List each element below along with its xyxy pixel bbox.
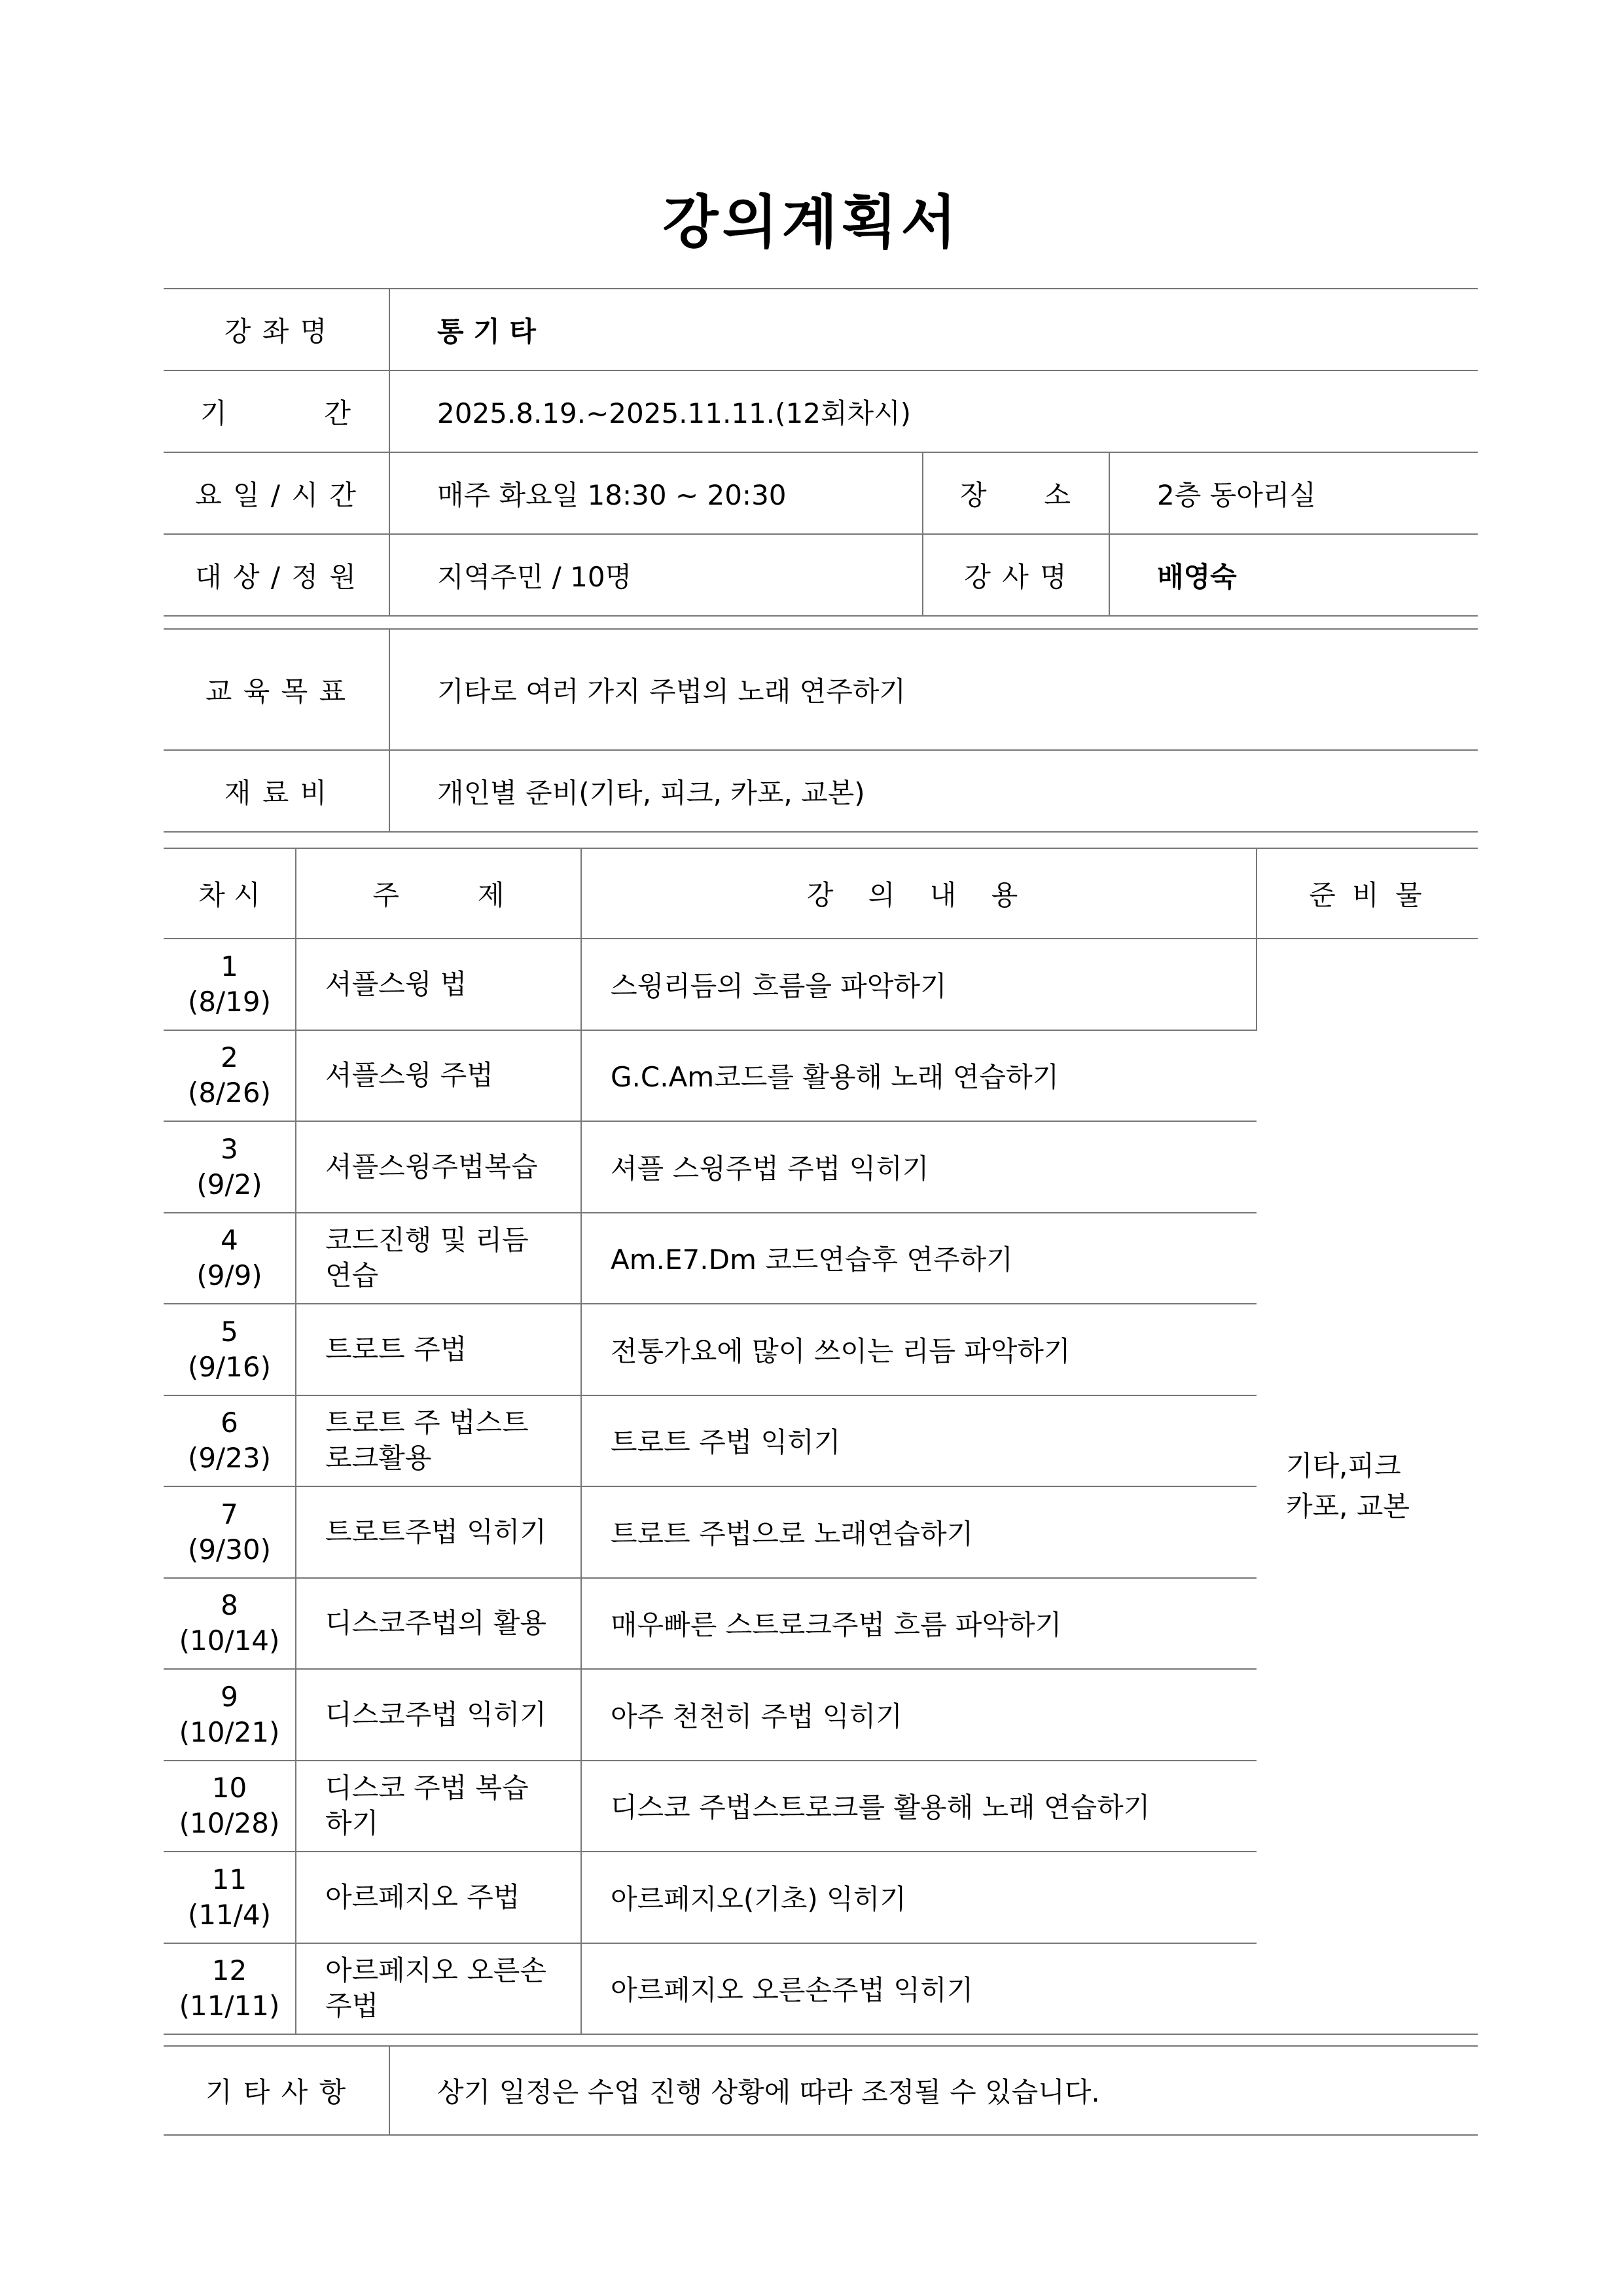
session-number: 12	[211, 1954, 247, 1987]
topic-cell: 셔플스윙 주법	[296, 1030, 581, 1122]
session-number: 10	[211, 1772, 247, 1804]
place-value: 2층 동아리실	[1109, 452, 1478, 534]
period-row	[164, 370, 1478, 452]
time-value: 매주 화요일 18:30 ~ 20:30	[389, 452, 923, 534]
goal-label: 교 육 목 표	[164, 629, 389, 750]
material-value: 개인별 준비(기타, 피크, 카포, 교본)	[389, 750, 1478, 832]
session-cell	[164, 1761, 296, 1852]
session-date: (8/26)	[187, 1077, 272, 1109]
topic-cell: 디스코주법 익히기	[296, 1669, 581, 1761]
session-cell	[164, 1213, 296, 1304]
period-label-char-1: 기	[200, 397, 228, 429]
content-cell: 매우빠른 스트로크주법 흐름 파악하기	[581, 1578, 1257, 1670]
target-instructor-row	[164, 534, 1478, 616]
session-number: 9	[221, 1680, 238, 1713]
period-label	[164, 370, 389, 452]
content-cell: 아주 천천히 주법 익히기	[581, 1669, 1257, 1761]
notes-value: 상기 일정은 수업 진행 상황에 따라 조정될 수 있습니다.	[389, 2046, 1478, 2135]
content-cell: 셔플 스윙주법 주법 익히기	[581, 1121, 1257, 1213]
session-date: (10/21)	[179, 1715, 280, 1748]
topic-cell: 셔플스윙 법	[296, 939, 581, 1030]
schedule-table	[164, 848, 1478, 2035]
session-number: 1	[221, 950, 238, 982]
session-cell	[164, 939, 296, 1030]
session-cell	[164, 1669, 296, 1761]
material-row	[164, 750, 1478, 832]
course-name-value: 통 기 타	[389, 289, 1478, 370]
session-number: 4	[221, 1224, 238, 1257]
topic-cell: 셔플스윙주법복습	[296, 1121, 581, 1213]
content-cell: 스윙리듬의 흐름을 파악하기	[581, 939, 1257, 1030]
prep-line-2: 카포, 교본	[1286, 1490, 1410, 1522]
session-number: 6	[221, 1407, 238, 1439]
content-cell: 전통가요에 많이 쓰이는 리듬 파악하기	[581, 1304, 1257, 1395]
session-cell	[164, 1852, 296, 1943]
goal-row	[164, 629, 1478, 750]
period-label-text	[164, 392, 389, 431]
session-date: (11/11)	[179, 1990, 280, 2022]
session-cell	[164, 1030, 296, 1122]
notes-row	[164, 2046, 1478, 2135]
period-label-char-2: 간	[324, 397, 352, 429]
course-name-row	[164, 289, 1478, 370]
target-label: 대 상 / 정 원	[164, 534, 389, 616]
content-cell: 트로트 주법 익히기	[581, 1395, 1257, 1487]
topic-cell: 디스코주법의 활용	[296, 1578, 581, 1670]
schedule-row-1	[164, 939, 1478, 1030]
prep-cell	[1257, 939, 1478, 2034]
topic-cell: 아르페지오 주법	[296, 1852, 581, 1943]
topic-cell: 트로트 주법	[296, 1304, 581, 1395]
content-cell: 트로트 주법으로 노래연습하기	[581, 1486, 1257, 1578]
session-number: 5	[221, 1315, 238, 1348]
session-date: (9/30)	[187, 1533, 272, 1566]
topic-cell: 코드진행 및 리듬 연습	[296, 1213, 581, 1304]
topic-cell: 트로트 주 법스트로크활용	[296, 1395, 581, 1487]
topic-cell: 디스코 주법 복습하기	[296, 1761, 581, 1852]
place-label	[923, 452, 1109, 534]
instructor-label: 강 사 명	[923, 534, 1109, 616]
session-date: (8/19)	[187, 985, 272, 1018]
session-cell	[164, 1395, 296, 1487]
header-topic	[296, 848, 581, 939]
header-topic-text	[296, 874, 580, 913]
schedule-header-row	[164, 848, 1478, 939]
session-date: (11/4)	[187, 1898, 272, 1931]
session-date: (9/16)	[187, 1350, 272, 1383]
session-cell	[164, 1578, 296, 1670]
place-label-text	[923, 474, 1109, 513]
time-place-row	[164, 452, 1478, 534]
session-cell	[164, 1943, 296, 2035]
session-number: 7	[221, 1498, 238, 1530]
session-cell	[164, 1486, 296, 1578]
period-value: 2025.8.19.~2025.11.11.(12회차시)	[389, 370, 1478, 452]
session-date: (9/9)	[196, 1259, 262, 1292]
notes-label: 기 타 사 항	[164, 2046, 389, 2135]
header-topic-char-2: 제	[478, 879, 505, 911]
goals-table	[164, 628, 1478, 833]
session-number: 11	[211, 1863, 247, 1895]
instructor-value: 배영숙	[1109, 534, 1478, 616]
content-cell: 아르페지오 오른손주법 익히기	[581, 1943, 1257, 2035]
prep-line-1: 기타,피크	[1286, 1450, 1401, 1482]
content-cell: 아르페지오(기초) 익히기	[581, 1852, 1257, 1943]
goal-value: 기타로 여러 가지 주법의 노래 연주하기	[389, 629, 1478, 750]
header-content: 강 의 내 용	[581, 848, 1257, 939]
session-date: (9/23)	[187, 1442, 272, 1475]
content-cell: G.C.Am코드를 활용해 노래 연습하기	[581, 1030, 1257, 1122]
notes-table	[164, 2045, 1478, 2136]
session-cell	[164, 1121, 296, 1213]
session-number: 8	[221, 1589, 238, 1622]
session-date: (10/14)	[179, 1624, 280, 1657]
time-label: 요 일 / 시 간	[164, 452, 389, 534]
place-label-char-1: 장	[960, 478, 988, 511]
header-topic-char-1: 주	[372, 879, 399, 911]
place-label-char-2: 소	[1044, 478, 1072, 511]
page-title: 강의계획서	[662, 188, 961, 256]
session-cell	[164, 1304, 296, 1395]
topic-cell: 아르페지오 오른손 주법	[296, 1943, 581, 2035]
target-value: 지역주민 / 10명	[389, 534, 923, 616]
content-cell: Am.E7.Dm 코드연습후 연주하기	[581, 1213, 1257, 1304]
header-session: 차 시	[164, 848, 296, 939]
course-info-table	[164, 288, 1478, 617]
header-prep: 준 비 물	[1257, 848, 1478, 939]
course-name-label: 강 좌 명	[164, 289, 389, 370]
session-number: 3	[221, 1132, 238, 1165]
session-date: (10/28)	[179, 1807, 280, 1840]
session-number: 2	[221, 1041, 238, 1074]
content-cell: 디스코 주법스트로크를 활용해 노래 연습하기	[581, 1761, 1257, 1852]
session-date: (9/2)	[196, 1168, 262, 1200]
topic-cell: 트로트주법 익히기	[296, 1486, 581, 1578]
material-label: 재 료 비	[164, 750, 389, 832]
